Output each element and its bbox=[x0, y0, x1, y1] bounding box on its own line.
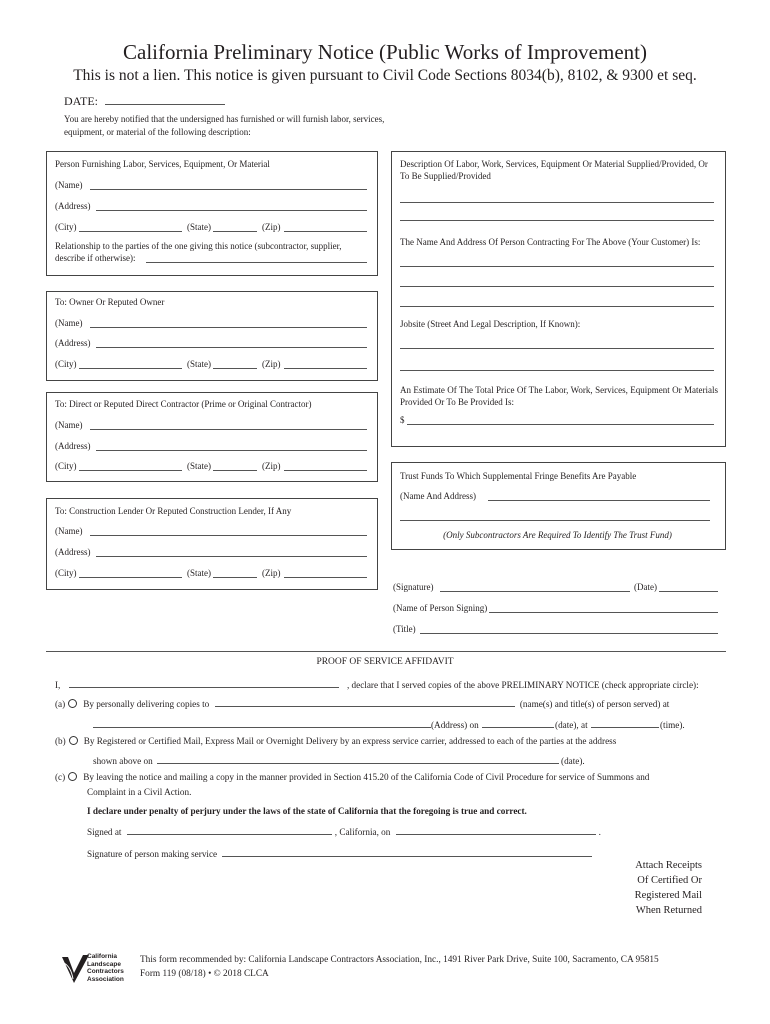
furnisher-city-field[interactable] bbox=[79, 231, 182, 232]
lender-city-field[interactable] bbox=[79, 577, 182, 578]
option-b-row-2 bbox=[93, 755, 585, 766]
footer-form-number: Form 119 (08/18) • © 2018 CLCA bbox=[140, 969, 269, 979]
lender-address-field[interactable] bbox=[96, 556, 367, 557]
furnisher-state-field[interactable] bbox=[213, 231, 257, 232]
logo-line-2: Landscape bbox=[87, 960, 121, 968]
option-a-date-field[interactable] bbox=[482, 719, 554, 728]
option-a-row-2 bbox=[93, 719, 685, 730]
contractor-state-field[interactable] bbox=[213, 470, 257, 471]
lender-name-field[interactable] bbox=[90, 535, 367, 536]
signature-person-label: Signature of person making service bbox=[87, 849, 218, 859]
signed-on-field[interactable] bbox=[396, 826, 596, 835]
option-a-text: By personally delivering copies to bbox=[83, 699, 210, 709]
option-c-row bbox=[55, 772, 649, 782]
owner-heading: To: Owner Or Reputed Owner bbox=[55, 297, 165, 307]
option-b-date: (date). bbox=[561, 756, 585, 766]
option-a-address-field[interactable] bbox=[93, 719, 431, 728]
owner-address-field[interactable] bbox=[96, 347, 367, 348]
logo-line-4: Association bbox=[87, 975, 124, 983]
option-a-names: (name(s) and title(s) of person served) at bbox=[519, 699, 670, 709]
estimate-label: An Estimate Of The Total Price Of The Labor, Work, Services, Equipment Or Materials Provided Or To Be Provided Is: bbox=[400, 385, 718, 407]
contractor-city-field[interactable] bbox=[79, 470, 182, 471]
furnisher-zip-label: (Zip) bbox=[262, 222, 281, 232]
option-b-date-field[interactable] bbox=[157, 755, 559, 764]
option-c-label: (c) bbox=[55, 772, 66, 782]
furnisher-address-label: (Address) bbox=[55, 201, 91, 211]
i-prefix: I, bbox=[55, 680, 61, 690]
contractor-city-label: (City) bbox=[55, 461, 77, 471]
contractor-name-label: (Name) bbox=[55, 420, 83, 430]
contractor-address-label: (Address) bbox=[55, 441, 91, 451]
option-a-time-field[interactable] bbox=[591, 719, 659, 728]
option-a-date: (date), at bbox=[555, 720, 588, 730]
owner-address-label: (Address) bbox=[55, 338, 91, 348]
attach-line-1: Attach Receipts bbox=[635, 860, 702, 871]
furnisher-zip-field[interactable] bbox=[284, 231, 367, 232]
jobsite-label: Jobsite (Street And Legal Description, If Known): bbox=[400, 319, 581, 329]
title-field[interactable] bbox=[420, 633, 718, 634]
trust-heading: Trust Funds To Which Supplemental Fringe Benefits Are Payable bbox=[400, 471, 637, 481]
description-label: Description Of Labor, Work, Services, Equipment Or Material Supplied/Provided, Or To Be Supplied/Provided bbox=[400, 159, 708, 181]
affidavit-heading: PROOF OF SERVICE AFFIDAVIT bbox=[316, 657, 454, 667]
perjury-statement: I declare under penalty of perjury under the laws of the state of California that the foregoing is true and correct. bbox=[87, 806, 527, 816]
contracting-field-3[interactable] bbox=[400, 306, 714, 307]
lender-name-label: (Name) bbox=[55, 526, 83, 536]
lender-zip-field[interactable] bbox=[284, 577, 367, 578]
furnisher-name-field[interactable] bbox=[90, 189, 367, 190]
signature-person-field[interactable] bbox=[222, 848, 592, 857]
furnisher-address-field[interactable] bbox=[96, 210, 367, 211]
contractor-zip-field[interactable] bbox=[284, 470, 367, 471]
contractor-address-field[interactable] bbox=[96, 450, 367, 451]
lender-zip-label: (Zip) bbox=[262, 568, 281, 578]
owner-city-label: (City) bbox=[55, 359, 77, 369]
owner-state-field[interactable] bbox=[213, 368, 257, 369]
option-c-circle[interactable] bbox=[68, 772, 77, 781]
option-a-address: (Address) on bbox=[431, 720, 479, 730]
dollar-sign: $ bbox=[400, 415, 405, 425]
option-b-circle[interactable] bbox=[69, 736, 78, 745]
logo-line-1: California bbox=[87, 953, 117, 960]
contractor-state-label: (State) bbox=[187, 461, 211, 471]
option-c-text: By leaving the notice and mailing a copy in the manner provided in Section 415.20 of the California Code of Civil Procedure for service of Summons and bbox=[83, 772, 650, 782]
declare-row bbox=[55, 679, 699, 690]
description-field-1[interactable] bbox=[400, 202, 714, 203]
option-a-names-field[interactable] bbox=[215, 698, 515, 707]
footer-recommended: This form recommended by: California Landscape Contractors Association, Inc., 1491 River Park Drive, Suite 100, Sacramento, CA 95815 bbox=[140, 955, 659, 965]
signature-person-row bbox=[87, 848, 592, 859]
option-a-time: (time). bbox=[659, 720, 685, 730]
date-field[interactable] bbox=[105, 96, 225, 105]
estimate-field[interactable] bbox=[407, 424, 714, 425]
jobsite-field-1[interactable] bbox=[400, 348, 714, 349]
intro-text: You are hereby notified that the undersigned has furnished or will furnish labor, services, equipment, or material of the following description: bbox=[64, 114, 385, 137]
lender-heading: To: Construction Lender Or Reputed Construction Lender, If Any bbox=[55, 506, 292, 516]
attach-line-4: When Returned bbox=[635, 905, 702, 916]
description-field-2[interactable] bbox=[400, 220, 714, 221]
owner-name-field[interactable] bbox=[90, 327, 367, 328]
declarant-name-field[interactable] bbox=[69, 679, 339, 688]
sig-date-label: (Date) bbox=[634, 582, 657, 592]
clca-logo bbox=[61, 953, 131, 987]
owner-name-label: (Name) bbox=[55, 318, 83, 328]
attach-line-3: Registered Mail bbox=[634, 890, 702, 901]
contracting-label: The Name And Address Of Person Contracting For The Above (Your Customer) Is: bbox=[400, 237, 701, 247]
contractor-heading: To: Direct or Reputed Direct Contractor (Prime or Original Contractor) bbox=[55, 399, 312, 409]
period: . bbox=[598, 827, 601, 837]
signed-at-row bbox=[87, 826, 601, 837]
title-label: (Title) bbox=[393, 624, 416, 634]
option-c-text-2: Complaint in a Civil Action. bbox=[87, 787, 192, 797]
owner-zip-field[interactable] bbox=[284, 368, 367, 369]
option-b-shown: shown above on bbox=[93, 756, 153, 766]
owner-zip-label: (Zip) bbox=[262, 359, 281, 369]
option-b-text: By Registered or Certified Mail, Express Mail or Overnight Delivery by an express service carrier, addressed to each of the parties at the address bbox=[83, 736, 617, 746]
signature-field[interactable] bbox=[440, 591, 630, 592]
name-signing-label: (Name of Person Signing) bbox=[393, 603, 488, 613]
furnisher-state-label: (State) bbox=[187, 222, 211, 232]
attach-note bbox=[600, 858, 702, 918]
trust-name-field-2[interactable] bbox=[400, 520, 710, 521]
furnisher-city-label: (City) bbox=[55, 222, 77, 232]
name-signing-field[interactable] bbox=[489, 612, 718, 613]
option-b-row bbox=[55, 736, 616, 746]
furnisher-heading: Person Furnishing Labor, Services, Equipment, Or Material bbox=[55, 159, 270, 169]
relationship-label: Relationship to the parties of the one giving this notice (subcontractor, supplier, describe if otherwise): bbox=[55, 241, 342, 263]
declare-text: , declare that I served copies of the above PRELIMINARY NOTICE (check appropriate circle): bbox=[346, 680, 699, 690]
section-divider bbox=[46, 651, 726, 652]
california-on: , California, on bbox=[334, 827, 391, 837]
signature-label: (Signature) bbox=[393, 582, 434, 592]
furnisher-name-label: (Name) bbox=[55, 180, 83, 190]
lender-address-label: (Address) bbox=[55, 547, 91, 557]
sig-date-field[interactable] bbox=[659, 591, 718, 592]
option-a-row bbox=[55, 698, 669, 709]
date-row bbox=[64, 94, 225, 109]
trust-note: (Only Subcontractors Are Required To Identify The Trust Fund) bbox=[443, 530, 672, 540]
lender-city-label: (City) bbox=[55, 568, 77, 578]
lender-state-field[interactable] bbox=[213, 577, 257, 578]
logo-line-3: Contractors bbox=[87, 968, 124, 975]
contracting-field-1[interactable] bbox=[400, 266, 714, 267]
contractor-name-field[interactable] bbox=[90, 429, 367, 430]
contracting-field-2[interactable] bbox=[400, 286, 714, 287]
signed-at-field[interactable] bbox=[127, 826, 332, 835]
form-title: California Preliminary Notice (Public Works of Improvement) bbox=[123, 40, 647, 64]
trust-name-label: (Name And Address) bbox=[400, 491, 476, 501]
form-subtitle: This is not a lien. This notice is given pursuant to Civil Code Sections 8034(b), 8102, & 9300 et seq. bbox=[73, 67, 697, 84]
option-b-label: (b) bbox=[55, 736, 66, 746]
option-a-label: (a) bbox=[55, 699, 66, 709]
date-label: DATE: bbox=[64, 94, 98, 108]
owner-state-label: (State) bbox=[187, 359, 211, 369]
relationship-field[interactable] bbox=[146, 262, 367, 263]
option-a-circle[interactable] bbox=[68, 699, 77, 708]
jobsite-field-2[interactable] bbox=[400, 370, 714, 371]
trust-name-field[interactable] bbox=[488, 500, 710, 501]
lender-state-label: (State) bbox=[187, 568, 211, 578]
contractor-zip-label: (Zip) bbox=[262, 461, 281, 471]
attach-line-2: Of Certified Or bbox=[637, 875, 702, 886]
signed-at-label: Signed at bbox=[87, 827, 122, 837]
owner-city-field[interactable] bbox=[79, 368, 182, 369]
